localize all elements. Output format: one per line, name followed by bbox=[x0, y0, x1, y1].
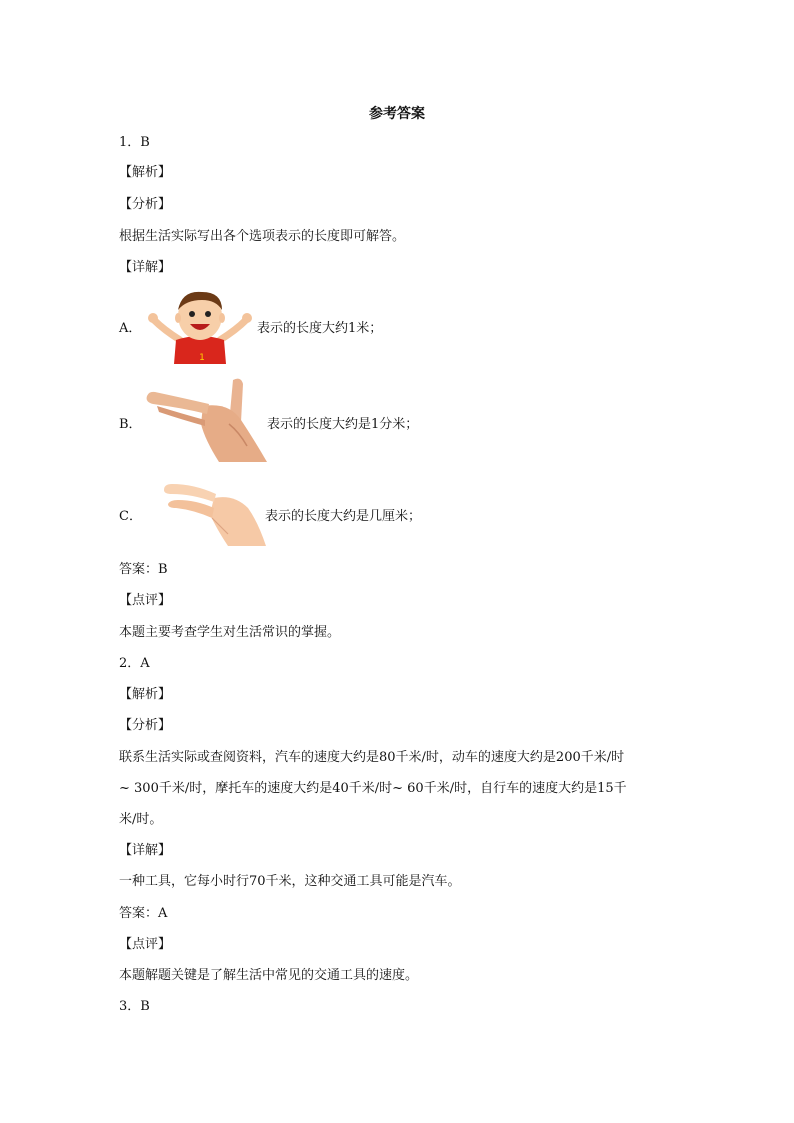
q1-dianping-heading: 【点评】 bbox=[119, 593, 172, 608]
hand-span-image bbox=[143, 376, 267, 462]
q2-analysis-line-2: ~ 300千米/时，摩托车的速度大约是40千米/时~ 60千米/时，自行车的速度大约是15千 bbox=[119, 781, 627, 796]
q2-detail: 一种工具，它每小时行70千米，这种交通工具可能是汽车。 bbox=[119, 874, 461, 889]
q1-xiangjie-heading: 【详解】 bbox=[119, 260, 172, 275]
q2-jiexi-heading: 【解析】 bbox=[119, 687, 172, 702]
q2-analysis-line-1: 联系生活实际或查阅资料，汽车的速度大约是80千米/时，动车的速度大约是200千米/时 bbox=[119, 750, 625, 765]
q2-answer-line: 2．A bbox=[119, 656, 150, 671]
q3-answer-line: 3．B bbox=[119, 999, 150, 1014]
q2-comment: 本题解题关键是了解生活中常见的交通工具的速度。 bbox=[119, 968, 419, 983]
option-b-label: B． bbox=[119, 417, 142, 432]
option-a-label: A． bbox=[119, 321, 142, 336]
q1-answer-line: 1．B bbox=[119, 135, 150, 150]
option-a-text: 表示的长度大约1米； bbox=[257, 321, 383, 336]
option-c-text: 表示的长度大约是几厘米； bbox=[265, 509, 422, 524]
q1-jiexi-heading: 【解析】 bbox=[119, 165, 172, 180]
finger-pinch-image bbox=[158, 478, 266, 546]
q1-daan: 答案：B bbox=[119, 562, 168, 577]
q1-fenxi-heading: 【分析】 bbox=[119, 197, 172, 212]
q2-daan: 答案：A bbox=[119, 906, 168, 921]
svg-text:1: 1 bbox=[199, 353, 205, 363]
page-title: 参考答案 bbox=[369, 106, 425, 122]
boy-arms-open-image bbox=[146, 286, 254, 364]
option-c-label: C． bbox=[119, 509, 142, 524]
q2-xiangjie-heading: 【详解】 bbox=[119, 843, 172, 858]
q1-analysis: 根据生活实际写出各个选项表示的长度即可解答。 bbox=[119, 229, 406, 244]
option-b-text: 表示的长度大约是1分米； bbox=[267, 417, 419, 432]
q2-fenxi-heading: 【分析】 bbox=[119, 718, 172, 733]
q2-dianping-heading: 【点评】 bbox=[119, 937, 172, 952]
q1-comment: 本题主要考查学生对生活常识的掌握。 bbox=[119, 625, 341, 640]
q2-analysis-line-3: 米/时。 bbox=[119, 812, 163, 827]
